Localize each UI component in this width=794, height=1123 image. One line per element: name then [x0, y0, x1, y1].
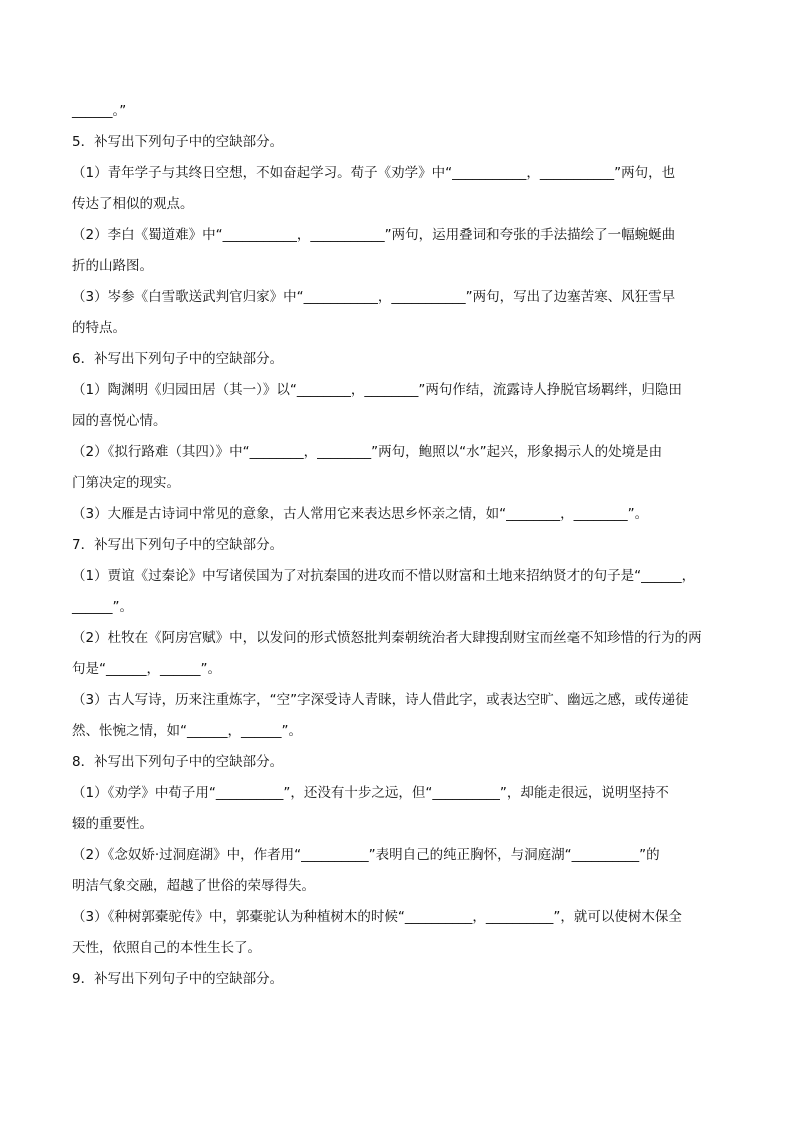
question-6-1: （1）陶渊明《归园田居（其一）》以“________，________”两句作结，流露诗人挣脱官场羁绊，归隐田 — [72, 382, 682, 398]
question-9-title: 9．补写出下列句子中的空缺部分。 — [72, 971, 284, 987]
text-line: 门第决定的现实。 — [72, 475, 180, 491]
question-7-1: （1）贾谊《过秦论》中写诸侯国为了对抗秦国的进攻而不惜以财富和土地来招纳贤才的句子是“______， — [72, 568, 696, 584]
question-7-2: （2）杜牧在《阿房宫赋》中，以发问的形式愤怒批判秦朝统治者大肆搜刮财宝而丝毫不知珍惜的行为的两 — [72, 630, 702, 646]
text-line: 句是“______，______”。 — [72, 661, 221, 677]
question-8-3: （3）《种树郭橐驼传》中，郭橐驼认为种植树木的时候“__________，__________”，就可以使树木保全 — [72, 909, 682, 925]
question-5-1: （1）青年学子与其终日空想，不如奋起学习。荀子《劝学》中“___________，___________”两句，也 — [72, 165, 676, 181]
question-6-title: 6．补写出下列句子中的空缺部分。 — [72, 351, 284, 367]
question-list — [72, 96, 724, 995]
question-6-2: （2）《拟行路难（其四）》中“________，________”两句，鲍照以“水”起兴，形象揭示人的处境是由 — [72, 444, 663, 460]
question-8-2: （2）《念奴娇·过洞庭湖》中，作者用“__________”表明自己的纯正胸怀，与洞庭湖“__________”的 — [72, 847, 660, 863]
question-7-title: 7．补写出下列句子中的空缺部分。 — [72, 537, 284, 553]
question-7-3: （3）古人写诗，历来注重炼字，“空”字深受诗人青睐，诗人借此字，或表达空旷、幽远之感，或传递徒 — [72, 692, 689, 708]
question-5-2: （2）李白《蜀道难》中“___________，___________”两句，运用叠词和夸张的手法描绘了一幅蜿蜒曲 — [72, 227, 676, 243]
question-8-title: 8．补写出下列句子中的空缺部分。 — [72, 754, 284, 770]
text-line: ______。” — [72, 103, 127, 119]
question-5-3: （3）岑参《白雪歌送武判官归家》中“___________，___________”两句，写出了边塞苦寒、风狂雪早 — [72, 289, 676, 305]
text-line: 的特点。 — [72, 320, 126, 336]
question-8-1: （1）《劝学》中荀子用“__________”，还没有十步之远，但“__________”，却能走很远，说明坚持不 — [72, 785, 669, 801]
text-line: 然、怅惋之情，如“______，______”。 — [72, 723, 302, 739]
text-line: 明洁气象交融，超越了世俗的荣辱得失。 — [72, 878, 315, 894]
question-5-title: 5．补写出下列句子中的空缺部分。 — [72, 134, 284, 150]
text-line: 天性，依照自己的本性生长了。 — [72, 940, 261, 956]
text-line: 传达了相似的观点。 — [72, 196, 194, 212]
question-6-3: （3）大雁是古诗词中常见的意象，古人常用它来表达思乡怀亲之情，如“________，________”。 — [72, 506, 649, 522]
text-line: 辍的重要性。 — [72, 816, 153, 832]
text-line: ______”。 — [72, 599, 133, 615]
text-line: 折的山路图。 — [72, 258, 153, 274]
text-line: 园的喜悦心情。 — [72, 413, 167, 429]
